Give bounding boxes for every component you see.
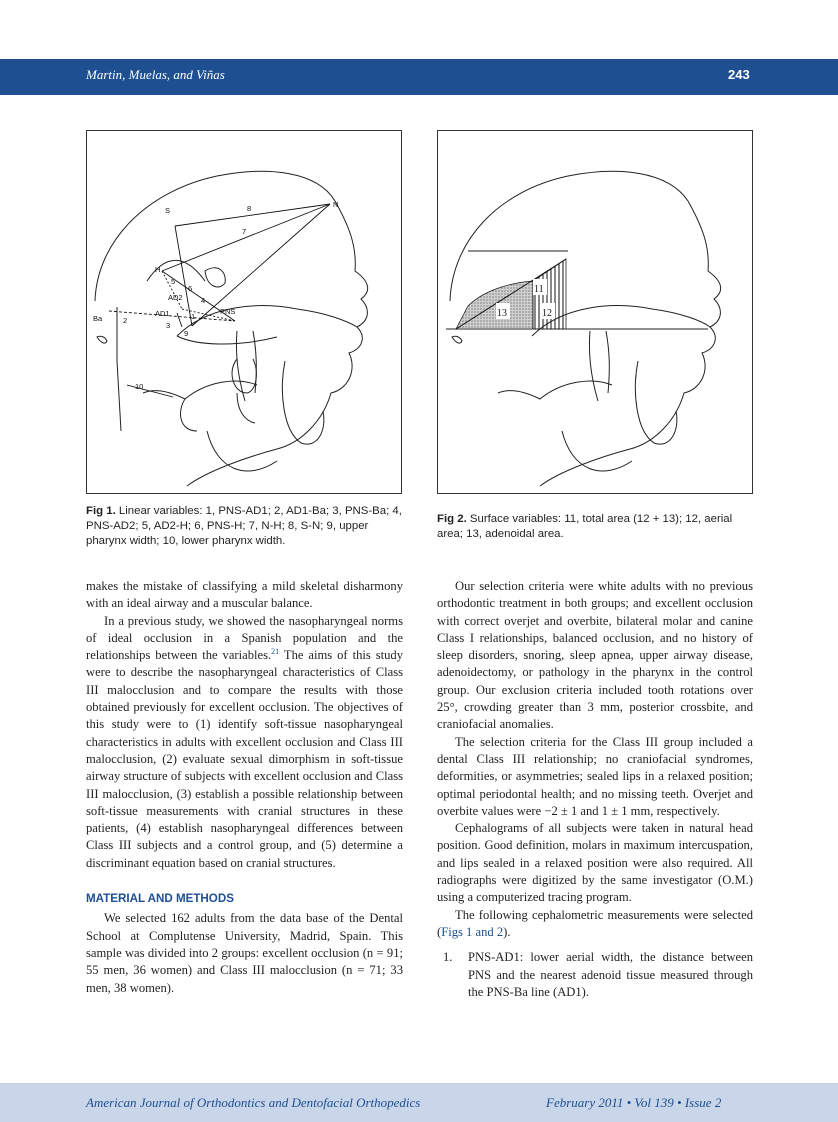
fig1-label-pns: PNS: [220, 307, 236, 316]
running-footer: [0, 1083, 838, 1122]
fig1-label-s: S: [165, 206, 171, 215]
fig1-label-2: 2: [123, 316, 128, 325]
figure-2-caption: [437, 512, 755, 542]
fig2-label-13: 13: [497, 308, 507, 319]
section-heading-material-methods: MATERIAL AND METHODS: [86, 892, 234, 906]
right-paragraph-2: The selection criteria for the Class III group included a dental Class III relationship; no craniofacial syndromes, deformities, or asymmetries; sealed lips in a relaxed position; optimal periodontal health; and no missing teeth. Overjet and overbite values were −2 ± 1 and 1 ± 1 mm, respectively.: [437, 734, 753, 818]
fig1-label-9: 9: [184, 329, 189, 338]
right-paragraph-1: Our selection criteria were white adults with no previous orthodontic treatment in both groups; and excellent occlusion with correct overjet and overbite, bilateral molar and canine Class I relationships, balanced occlusion, and no history of sleep disorders, snoring, sleep apnea, upper airway disease, adenoidectomy, or pathology in the pharynx in the control group. Our exclusion criteria included tooth rotations over 25°, crowding greater than 3 mm, posterior crossbite, and craniofacial anomalies.: [437, 579, 753, 732]
figure-1-caption-label: Fig 1.: [86, 505, 116, 517]
right-paragraph-3: Cephalograms of all subjects were taken in natural head position. Good definition, molars in maximum intercuspation, and lips sealed in a relaxed position were also required. All radiographs were digitized by the same investigator (O.M.) using a computerized tracing program.: [437, 821, 753, 905]
fig2-label-12: 12: [542, 308, 552, 319]
fig1-label-ad2: AD2: [168, 293, 183, 302]
fig1-label-1: 1: [191, 312, 196, 321]
left-paragraph-2-part-a: In a previous study, we showed the nasopharyngeal norms of ideal occlusion in a Spanish population and the relationships between the variables.: [86, 613, 403, 663]
figure-2-cephalometric-tracing: [437, 130, 753, 494]
figure-1-caption: [86, 504, 404, 549]
fig1-label-4: 4: [201, 296, 206, 305]
fig1-label-7: 7: [242, 227, 247, 236]
running-header: [0, 59, 838, 95]
left-paragraph-2-part-b: The aims of this study were to describe the nasopharyngeal characteristics of Class III malocclusion and to compare the results with those obtained previously for excellent occlusion. The objectives of this study were to (1) identify soft-tissue nasopharyngeal characteristics in adults with excellent occlusion and Class III malocclusion, (2) evaluate sexual dimorphism in soft-tissue airway structure of subjects with excellent occlusion and Class III malocclusion, (3) establish a possible relationship between soft-tissue measurements with cranial structures in these patients, (4) establish nasopharyngeal differences between Class III subjects and a control group, and (5) determine a discriminant equation based on cranial structures.: [86, 648, 404, 870]
figure-2-caption-text: Surface variables: 11, total area (12 + 13); 12, aerial area; 13, adenoidal area.: [437, 513, 733, 540]
page-number: 243: [728, 67, 750, 82]
right-paragraph-4-part-b: ).: [503, 924, 511, 939]
issue-info: February 2011 • Vol 139 • Issue 2: [546, 1095, 722, 1110]
fig1-label-3: 3: [166, 321, 171, 330]
fig1-label-5: 5: [171, 277, 176, 286]
right-paragraph-4-part-a: The following cephalometric measurements were selected (: [437, 907, 753, 939]
running-header-authors: Martin, Muelas, and Viñas: [86, 67, 225, 82]
fig1-label-8: 8: [247, 204, 252, 213]
list-item: [437, 949, 753, 1001]
left-text-column: [86, 578, 403, 997]
figure-1-drawing: [87, 131, 401, 493]
figure-1-caption-text: Linear variables: 1, PNS-AD1; 2, AD1-Ba; 3, PNS-Ba; 4, PNS-AD2; 5, AD2-H; 6, PNS-H; 7, N-H; 8, S-N; 9, upper pharynx width; 10, lower pharynx width.: [86, 505, 402, 547]
left-paragraph-3: We selected 162 adults from the data base of the Dental School at Complutense University, Madrid, Spain. This sample was divided into 2 groups: excellent occlusion (n = 91; 55 men, 36 women) and Class III malocclusion (n = 71; 33 men, 38 women).: [86, 911, 403, 995]
fig1-label-ba: Ba: [93, 314, 103, 323]
figure-1-cephalometric-tracing: [86, 130, 402, 494]
fig2-label-11: 11: [534, 284, 544, 295]
reference-21-link[interactable]: 21: [271, 647, 280, 656]
journal-name: American Journal of Orthodontics and Dentofacial Orthopedics: [86, 1095, 421, 1110]
left-paragraph-1: makes the mistake of classifying a mild skeletal disharmony with an ideal airway and a muscular balance.: [86, 579, 403, 611]
right-paragraph-4: [437, 907, 753, 942]
right-text-column: [437, 578, 753, 1001]
figs-1-and-2-link[interactable]: Figs 1 and 2: [441, 924, 504, 939]
figure-2-drawing: [438, 131, 752, 493]
fig1-label-n: N: [333, 200, 339, 209]
list-item-text: PNS-AD1: lower aerial width, the distance between PNS and the nearest adenoid tissue measured through the PNS-Ba line (AD1).: [468, 950, 753, 999]
figure-2-caption-label: Fig 2.: [437, 513, 467, 525]
fig1-label-6: 6: [188, 284, 193, 293]
fig1-label-ad1: AD1: [155, 309, 170, 318]
left-paragraph-2: [86, 613, 403, 872]
fig1-label-10: 10: [135, 382, 144, 391]
fig1-label-h: H: [155, 265, 161, 274]
list-item-number: 1.: [443, 950, 453, 965]
